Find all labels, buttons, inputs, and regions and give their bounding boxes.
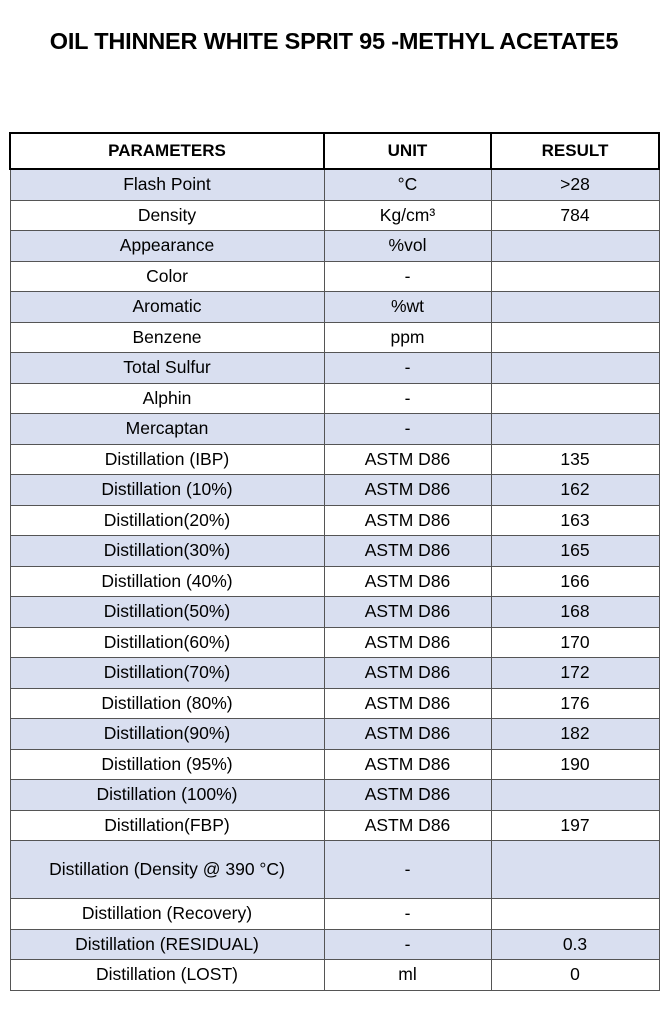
table-row	[10, 414, 659, 445]
cell-parameter: Density	[10, 200, 324, 231]
cell-result	[491, 899, 659, 930]
cell-result	[491, 261, 659, 292]
cell-parameter: Distillation (80%)	[10, 688, 324, 719]
cell-unit: ASTM D86	[324, 536, 491, 567]
cell-parameter: Distillation(70%)	[10, 658, 324, 689]
cell-result: 0.3	[491, 929, 659, 960]
cell-parameter: Distillation (RESIDUAL)	[10, 929, 324, 960]
cell-result: 0	[491, 960, 659, 991]
cell-parameter: Flash Point	[10, 169, 324, 200]
table-row	[10, 475, 659, 506]
cell-unit: ASTM D86	[324, 719, 491, 750]
table-row	[10, 749, 659, 780]
cell-parameter: Alphin	[10, 383, 324, 414]
cell-result: 197	[491, 810, 659, 841]
cell-result	[491, 414, 659, 445]
cell-result: 182	[491, 719, 659, 750]
cell-result: 135	[491, 444, 659, 475]
cell-unit: -	[324, 899, 491, 930]
table-row	[10, 444, 659, 475]
cell-result: 163	[491, 505, 659, 536]
cell-unit: %vol	[324, 231, 491, 262]
cell-parameter: Distillation (100%)	[10, 780, 324, 811]
cell-parameter: Distillation (LOST)	[10, 960, 324, 991]
cell-parameter: Distillation(90%)	[10, 719, 324, 750]
specification-table	[9, 132, 660, 991]
table-row	[10, 658, 659, 689]
cell-result	[491, 383, 659, 414]
cell-unit: ASTM D86	[324, 505, 491, 536]
cell-result: >28	[491, 169, 659, 200]
table-row	[10, 719, 659, 750]
table-row	[10, 200, 659, 231]
table-row	[10, 261, 659, 292]
table-row	[10, 841, 659, 899]
cell-unit: -	[324, 353, 491, 384]
table-row	[10, 899, 659, 930]
cell-result: 166	[491, 566, 659, 597]
header-row	[10, 133, 659, 169]
cell-result: 172	[491, 658, 659, 689]
table-row	[10, 169, 659, 200]
cell-parameter: Distillation (10%)	[10, 475, 324, 506]
cell-unit: ASTM D86	[324, 597, 491, 628]
header-result: RESULT	[491, 133, 659, 169]
cell-parameter: Total Sulfur	[10, 353, 324, 384]
cell-parameter: Appearance	[10, 231, 324, 262]
cell-unit: ASTM D86	[324, 475, 491, 506]
cell-result: 784	[491, 200, 659, 231]
table-row	[10, 597, 659, 628]
table-row	[10, 810, 659, 841]
cell-parameter: Distillation(FBP)	[10, 810, 324, 841]
table-row	[10, 353, 659, 384]
table-row	[10, 627, 659, 658]
header-parameters: PARAMETERS	[10, 133, 324, 169]
cell-result	[491, 841, 659, 899]
table-header	[10, 133, 659, 169]
cell-unit: ml	[324, 960, 491, 991]
table-row	[10, 383, 659, 414]
table-row	[10, 231, 659, 262]
cell-unit: %wt	[324, 292, 491, 323]
cell-parameter: Benzene	[10, 322, 324, 353]
cell-unit: ASTM D86	[324, 627, 491, 658]
cell-unit: -	[324, 383, 491, 414]
cell-parameter: Distillation(30%)	[10, 536, 324, 567]
cell-result: 162	[491, 475, 659, 506]
cell-result	[491, 231, 659, 262]
cell-parameter: Distillation(50%)	[10, 597, 324, 628]
cell-unit: ASTM D86	[324, 749, 491, 780]
table-body	[10, 169, 659, 990]
table-row	[10, 505, 659, 536]
cell-parameter: Distillation (Density @ 390 °C)	[10, 841, 324, 899]
cell-result: 168	[491, 597, 659, 628]
cell-parameter: Color	[10, 261, 324, 292]
cell-result: 165	[491, 536, 659, 567]
cell-unit: ppm	[324, 322, 491, 353]
cell-result	[491, 353, 659, 384]
cell-unit: ASTM D86	[324, 444, 491, 475]
cell-unit: -	[324, 261, 491, 292]
cell-result	[491, 292, 659, 323]
cell-parameter: Distillation (40%)	[10, 566, 324, 597]
table-row	[10, 960, 659, 991]
cell-unit: -	[324, 841, 491, 899]
cell-unit: ASTM D86	[324, 780, 491, 811]
cell-result	[491, 780, 659, 811]
cell-unit: -	[324, 929, 491, 960]
cell-parameter: Distillation(60%)	[10, 627, 324, 658]
table-row	[10, 780, 659, 811]
cell-unit: °C	[324, 169, 491, 200]
cell-unit: ASTM D86	[324, 566, 491, 597]
cell-unit: ASTM D86	[324, 810, 491, 841]
cell-parameter: Distillation (IBP)	[10, 444, 324, 475]
cell-parameter: Distillation(20%)	[10, 505, 324, 536]
cell-result	[491, 322, 659, 353]
document-title: OIL THINNER WHITE SPRIT 95 -METHYL ACETATE5	[49, 28, 619, 54]
cell-result: 176	[491, 688, 659, 719]
cell-unit: ASTM D86	[324, 658, 491, 689]
table-row	[10, 292, 659, 323]
table-row	[10, 566, 659, 597]
table-row	[10, 322, 659, 353]
cell-parameter: Mercaptan	[10, 414, 324, 445]
cell-unit: Kg/cm³	[324, 200, 491, 231]
cell-parameter: Distillation (95%)	[10, 749, 324, 780]
table-row	[10, 929, 659, 960]
header-unit: UNIT	[324, 133, 491, 169]
cell-parameter: Aromatic	[10, 292, 324, 323]
cell-unit: -	[324, 414, 491, 445]
cell-result: 190	[491, 749, 659, 780]
cell-result: 170	[491, 627, 659, 658]
table-row	[10, 536, 659, 567]
cell-unit: ASTM D86	[324, 688, 491, 719]
cell-parameter: Distillation (Recovery)	[10, 899, 324, 930]
table-row	[10, 688, 659, 719]
